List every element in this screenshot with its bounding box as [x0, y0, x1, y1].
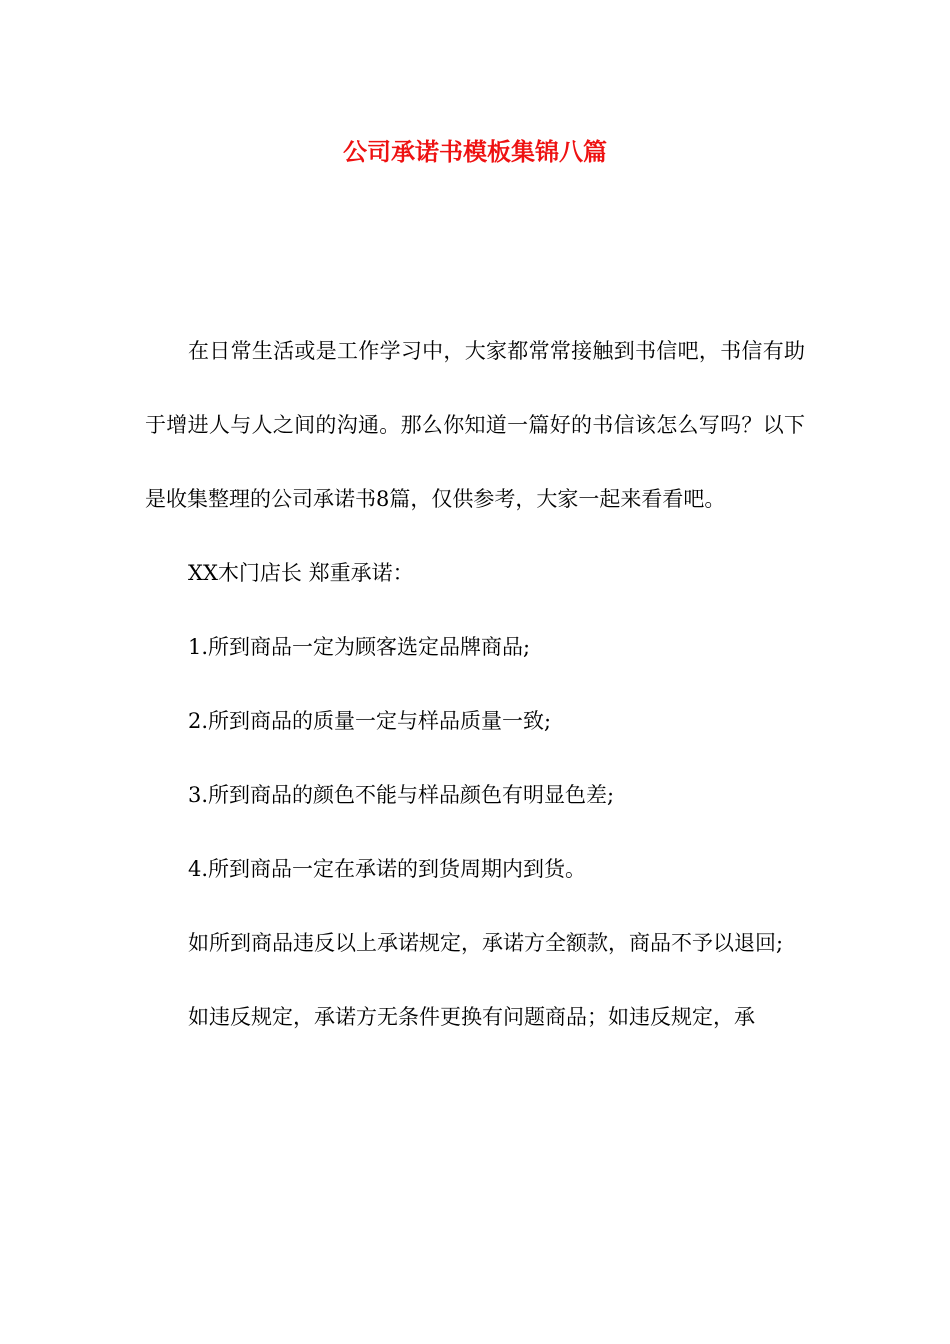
- pledge-item-1: 1.所到商品一定为顾客选定品牌商品;: [188, 635, 531, 659]
- document-body: [145, 314, 805, 1054]
- pledge-item-3: 3.所到商品的颜色不能与样品颜色有明显色差;: [188, 783, 615, 807]
- paragraph-pledger: XX木门店长 郑重承诺：: [188, 561, 414, 585]
- paragraph-intro: 在日常生活或是工作学习中，大家都常常接触到书信吧，书信有助于增进人与人之间的沟通。那么你知道一篇好的书信该怎么写吗？以下是收集整理的公司承诺书8篇，仅供参考，大家一起来看看吧。: [145, 339, 805, 511]
- document-title: 公司承诺书模板集锦八篇: [343, 137, 607, 166]
- paragraph-refund-terms: 如所到商品违反以上承诺规定，承诺方全额款，商品不予以退回;: [188, 931, 784, 955]
- paragraph-replacement-terms: 如违反规定，承诺方无条件更换有问题商品；如违反规定，承: [188, 1005, 755, 1029]
- pledge-item-4: 4.所到商品一定在承诺的到货周期内到货。: [188, 857, 587, 881]
- pledge-item-2: 2.所到商品的质量一定与样品质量一致;: [188, 709, 552, 733]
